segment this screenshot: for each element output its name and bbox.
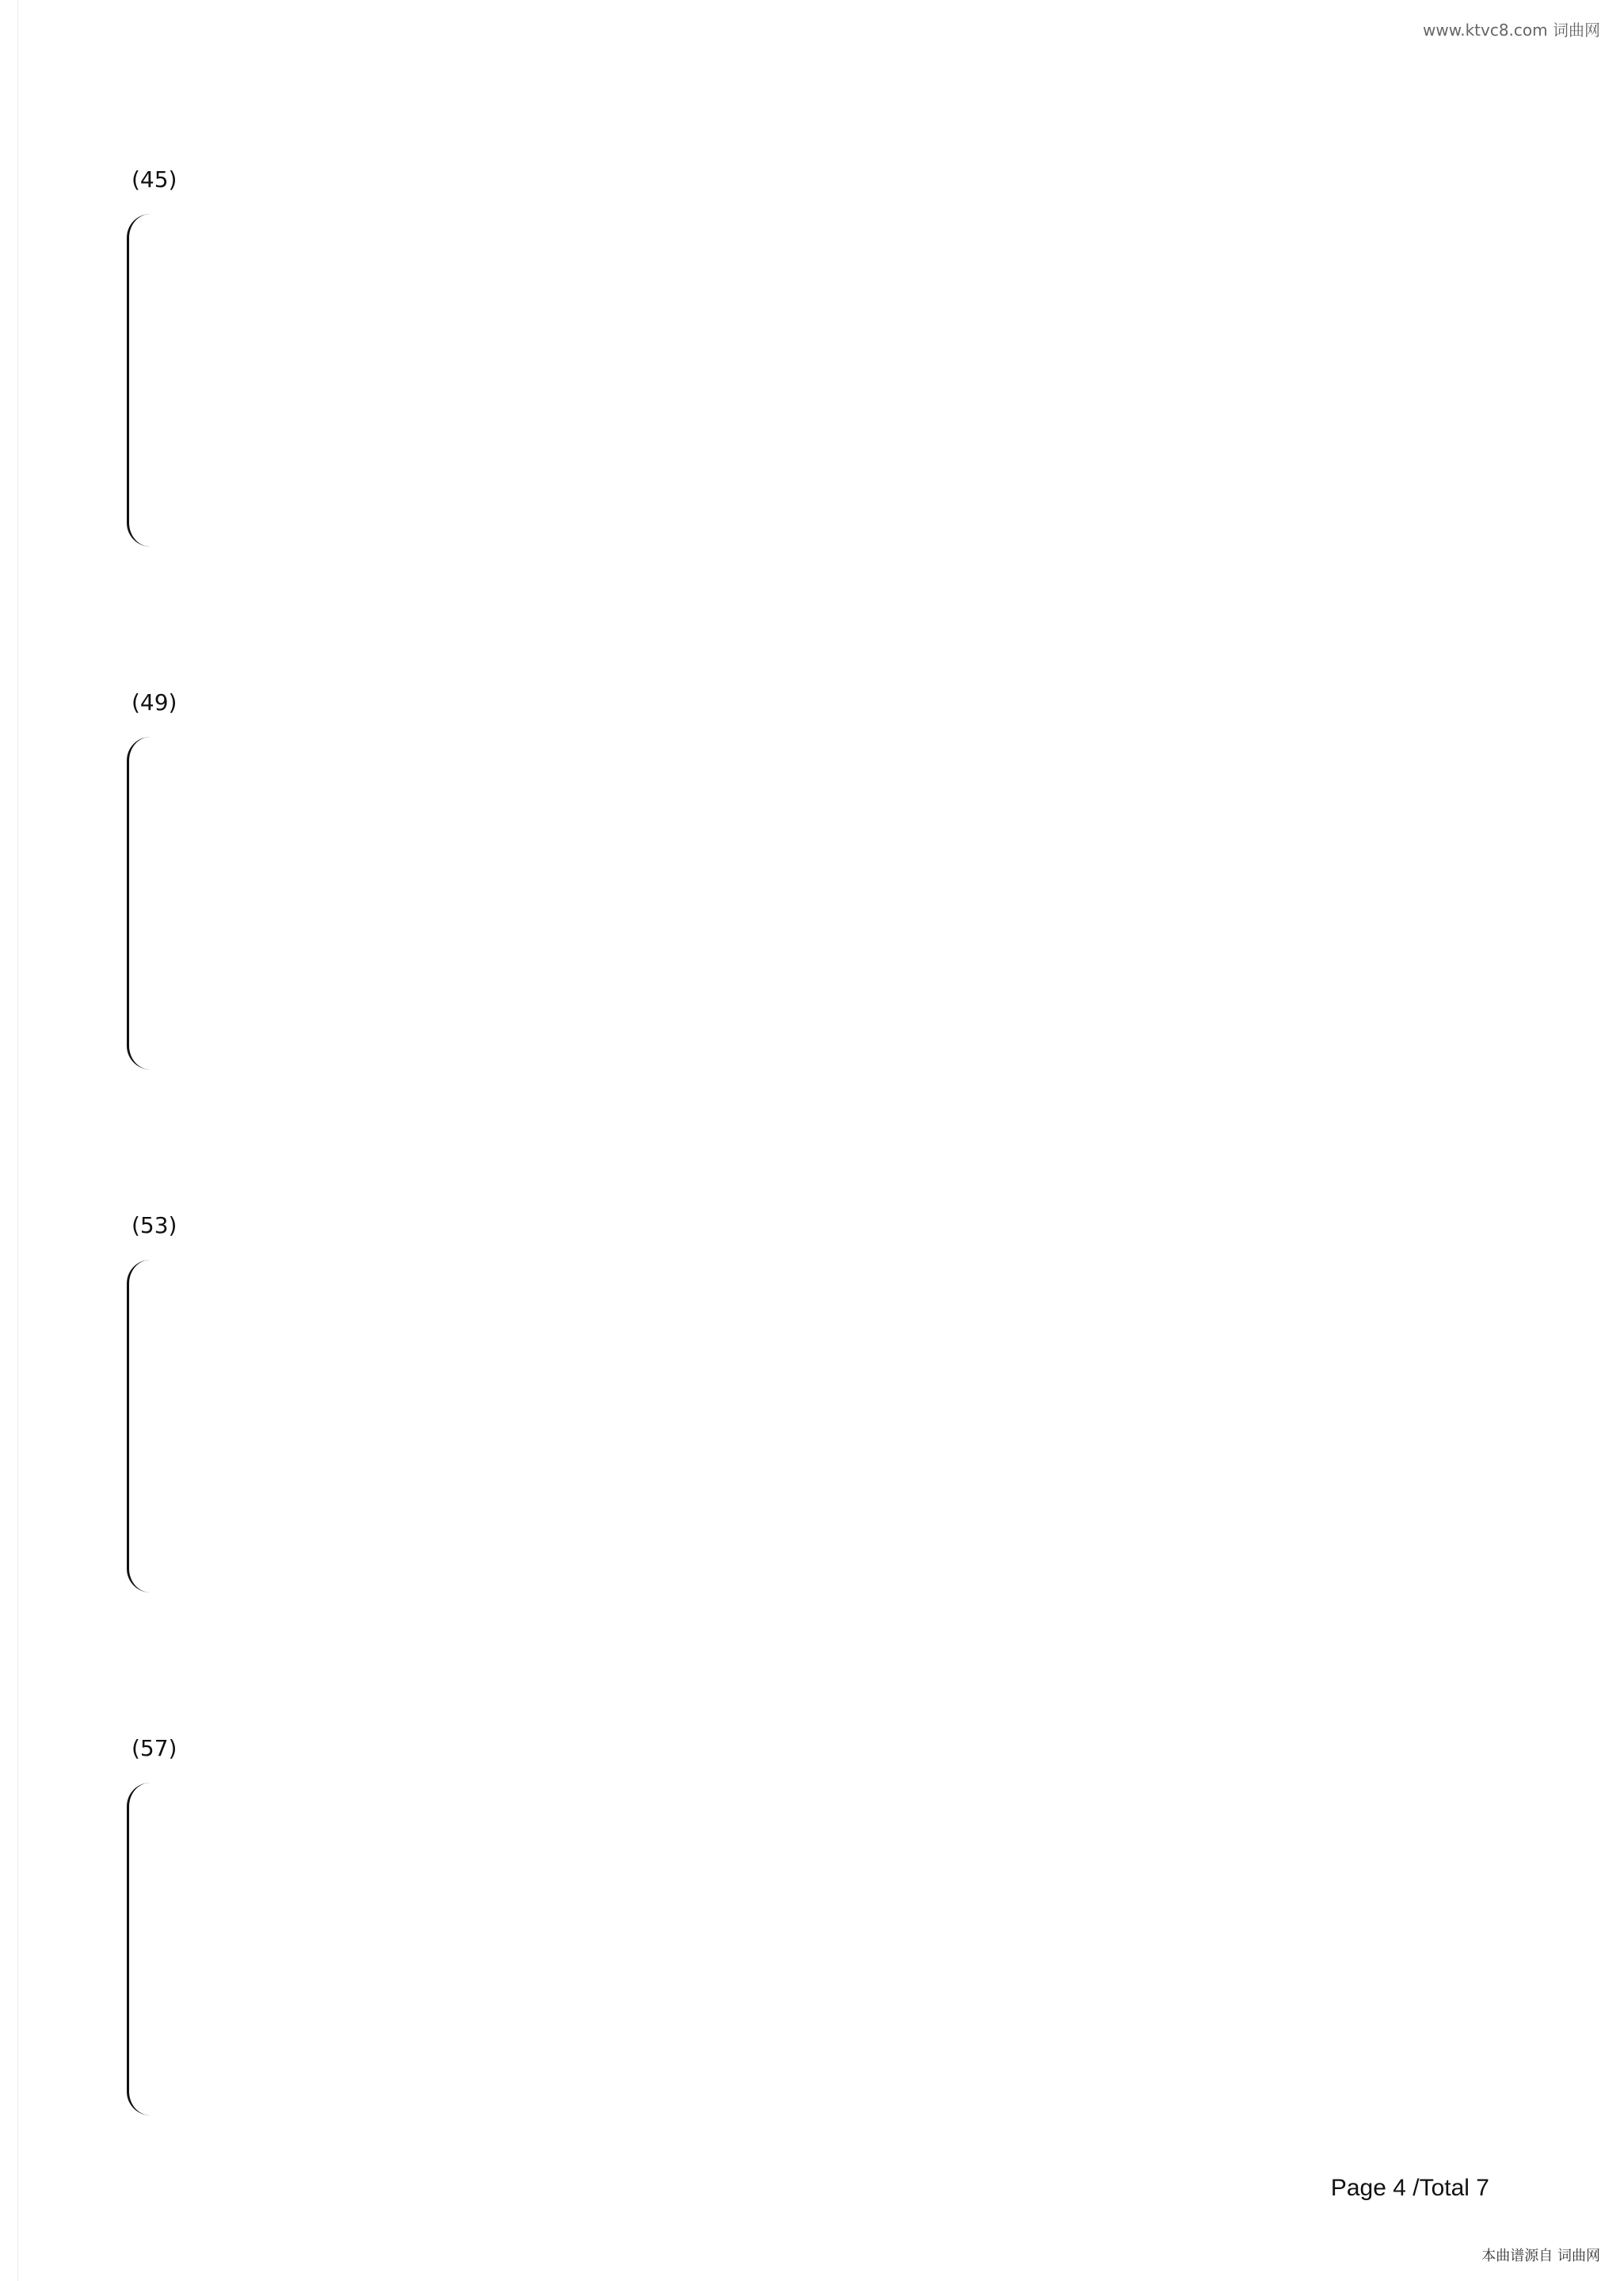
system-2 <box>127 618 1600 1070</box>
grand-staff-brace <box>127 214 156 547</box>
measure-number: (45) <box>132 166 177 193</box>
system-4 <box>127 1664 1600 2115</box>
system-1 <box>127 95 1600 547</box>
page-sidebar <box>0 0 18 2281</box>
grand-staff-brace <box>127 1260 156 1593</box>
measure-number: (57) <box>132 1735 177 1761</box>
measure-number: (53) <box>132 1212 177 1238</box>
page-number: Page 4 /Total 7 <box>1330 2175 1489 2201</box>
system-3 <box>127 1141 1600 1593</box>
grand-staff-brace <box>127 1783 156 2115</box>
source-note: 本曲谱源自 词曲网 <box>1481 2248 1600 2264</box>
site-header: www.ktvc8.com 词曲网 <box>1422 21 1600 40</box>
grand-staff-brace <box>127 737 156 1070</box>
measure-number: (49) <box>132 689 177 715</box>
